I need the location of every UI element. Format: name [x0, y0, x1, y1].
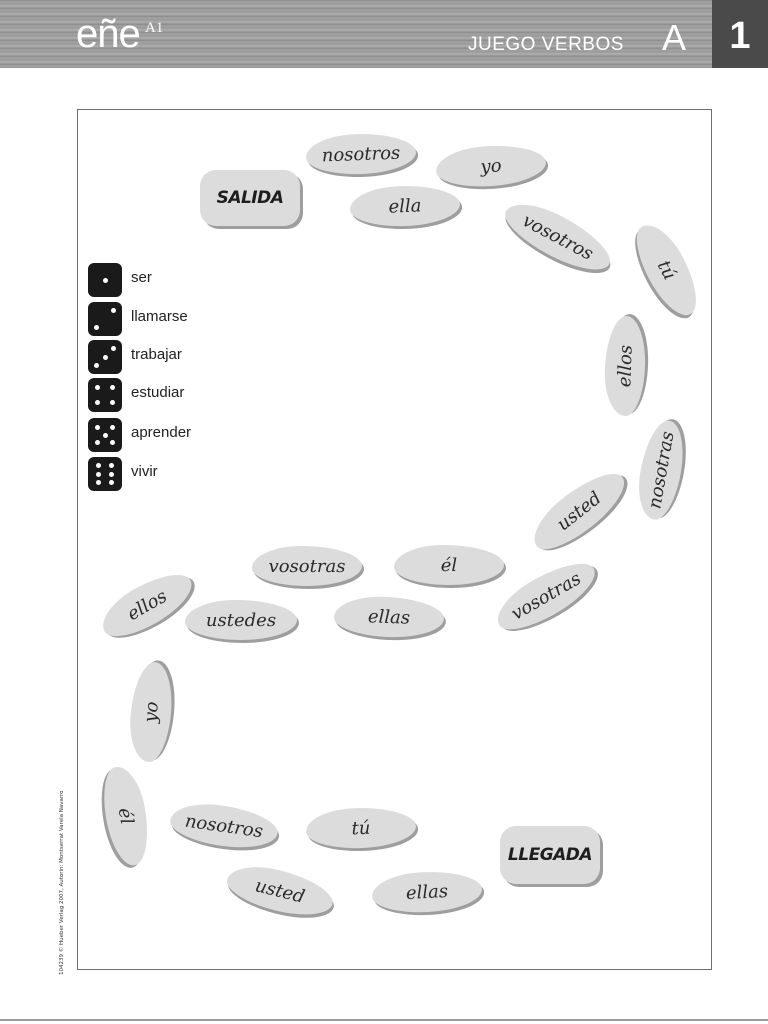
stone-usted: usted — [523, 461, 634, 560]
die-five-icon — [88, 418, 122, 452]
die-one-icon — [88, 263, 122, 297]
level-label: A1 — [145, 20, 164, 36]
stone-ellos: ellos — [94, 563, 201, 648]
legend-verb: estudiar — [131, 384, 185, 401]
legend-verb: vivir — [131, 463, 158, 480]
stone-yo: yo — [435, 142, 548, 190]
stone-vosotras: vosotras — [252, 546, 362, 586]
stone-usted: usted — [223, 859, 337, 924]
stone-ellas: ellas — [371, 869, 483, 915]
stone-nosotros: nosotros — [305, 132, 416, 176]
stone-el: él — [98, 763, 155, 868]
die-six-icon — [88, 457, 122, 491]
stone-ustedes: ustedes — [185, 600, 297, 640]
stone-vosotras: vosotras — [488, 551, 603, 641]
stone-ella: ella — [349, 184, 460, 228]
legend-verb: trabajar — [131, 346, 182, 363]
die-three-icon — [88, 340, 122, 374]
unit-number-box — [712, 0, 768, 68]
brand-logo: eñe — [76, 12, 140, 56]
header-banner — [0, 0, 768, 68]
copyright-credit: 104239 © Hueber Verlag 2007, Autorin: Montserrat Varela Navarro — [59, 790, 65, 975]
stone-nosotras: nosotras — [633, 417, 690, 522]
stone-ellos: ellos — [603, 315, 646, 416]
start-stone: SALIDA — [200, 170, 300, 226]
legend-verb: ser — [131, 269, 152, 286]
unit-number: 1 — [729, 15, 751, 57]
bottom-divider — [0, 1019, 768, 1021]
legend-verb: aprender — [131, 424, 192, 441]
finish-stone: LLEGADA — [500, 826, 600, 884]
stone-el: él — [394, 545, 504, 585]
stone-tu: tú — [305, 806, 416, 850]
legend-verb: llamarse — [131, 308, 188, 325]
stone-tu: tú — [626, 216, 708, 323]
die-two-icon — [88, 302, 122, 336]
stone-ellas: ellas — [333, 595, 444, 639]
stone-yo: yo — [127, 660, 176, 763]
unit-letter: A — [662, 17, 687, 58]
worksheet-title: JUEGO VERBOS — [468, 34, 624, 55]
die-four-icon — [88, 378, 122, 412]
stone-nosotros: nosotros — [168, 799, 281, 854]
stone-vosotros: vosotros — [497, 192, 618, 282]
